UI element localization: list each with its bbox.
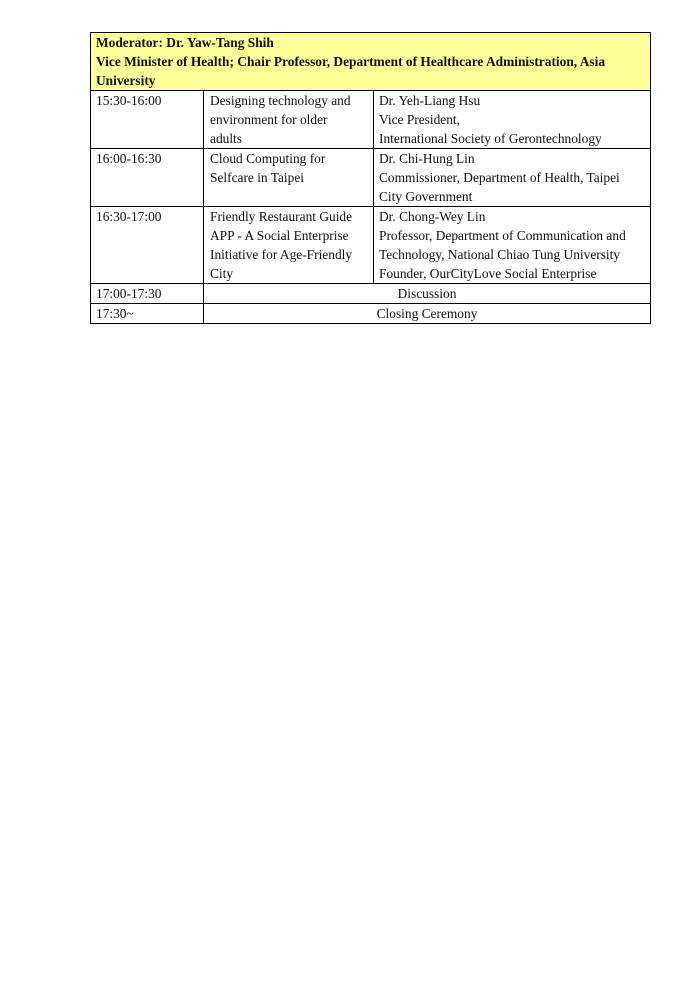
speaker-line: Professor, Department of Communication and xyxy=(379,228,626,243)
discussion-row xyxy=(91,284,651,304)
speaker-line: Founder, OurCityLove Social Enterprise xyxy=(379,266,597,281)
session-row xyxy=(91,91,651,149)
schedule-table xyxy=(90,32,651,324)
moderator-cell xyxy=(91,33,651,91)
session-row xyxy=(91,149,651,207)
speaker-line: Dr. Chi-Hung Lin xyxy=(379,151,475,166)
speaker-line: Dr. Chong-Wey Lin xyxy=(379,209,486,224)
topic-line: Initiative for Age-Friendly xyxy=(210,247,353,262)
discussion-label: Discussion xyxy=(204,284,651,304)
speaker-line: Vice President, xyxy=(379,112,461,127)
moderator-name: Moderator: Dr. Yaw-Tang Shih xyxy=(96,35,274,50)
closing-label: Closing Ceremony xyxy=(204,304,651,324)
session-speaker xyxy=(374,207,651,284)
session-topic xyxy=(204,91,374,149)
speaker-line: International Society of Gerontechnology xyxy=(379,131,602,146)
topic-line: City xyxy=(210,266,234,281)
discussion-time: 17:00-17:30 xyxy=(91,284,204,304)
session-row xyxy=(91,207,651,284)
speaker-line: Technology, National Chiao Tung University xyxy=(379,247,621,262)
topic-line: Friendly Restaurant Guide xyxy=(210,209,353,224)
closing-time: 17:30~ xyxy=(91,304,204,324)
session-topic xyxy=(204,149,374,207)
topic-line: APP - A Social Enterprise xyxy=(210,228,349,243)
speaker-line: Dr. Yeh-Liang Hsu xyxy=(379,93,481,108)
speaker-line: Commissioner, Department of Health, Taipei xyxy=(379,170,620,185)
closing-row xyxy=(91,304,651,324)
session-speaker xyxy=(374,149,651,207)
session-topic xyxy=(204,207,374,284)
moderator-title-cont: University xyxy=(96,73,156,88)
session-time: 16:00-16:30 xyxy=(91,149,204,207)
topic-line: Selfcare in Taipei xyxy=(210,170,304,185)
topic-line: Designing technology and xyxy=(210,93,351,108)
moderator-title: Vice Minister of Health; Chair Professor, Department of Healthcare Administration, Asia xyxy=(96,54,606,69)
speaker-line: City Government xyxy=(379,189,473,204)
topic-line: environment for older xyxy=(210,112,328,127)
moderator-row xyxy=(91,33,651,91)
topic-line: Cloud Computing for xyxy=(210,151,326,166)
session-speaker xyxy=(374,91,651,149)
topic-line: adults xyxy=(210,131,242,146)
session-time: 16:30-17:00 xyxy=(91,207,204,284)
session-time: 15:30-16:00 xyxy=(91,91,204,149)
